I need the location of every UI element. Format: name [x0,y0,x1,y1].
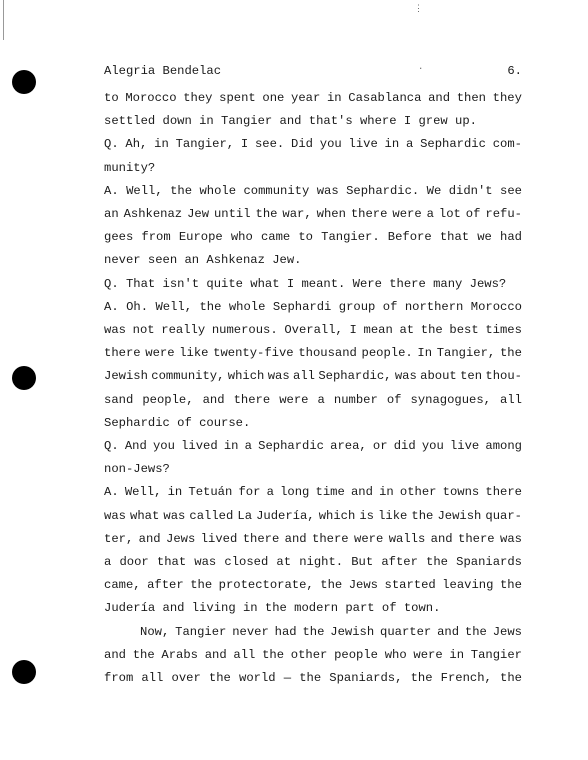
word: gees [104,230,134,245]
word: what [130,508,160,523]
transcript-line [104,528,522,551]
word: sand [104,392,134,407]
word: which [227,369,265,384]
transcript-line [104,551,522,574]
word: Sephardic [104,415,170,430]
word: did [393,439,416,454]
word: about [420,369,457,384]
word: after [381,555,418,570]
word: that [156,555,187,570]
word: an [184,253,200,268]
word: I [349,323,357,338]
word: isn't [162,276,200,291]
word: Jewish [437,508,482,523]
word: Jewish [104,369,148,384]
word: the [500,671,522,686]
word: like [378,508,408,523]
word: lived [181,439,218,454]
scan-speck: ⋮ [414,4,423,14]
word: were [145,346,175,361]
word: closed [224,555,269,570]
transcript-line [104,412,522,435]
word: settled [104,114,156,129]
word: an [104,207,119,222]
word: for [238,485,261,500]
word: Jews [348,578,378,593]
word: walls [388,531,426,546]
word: and [350,485,373,500]
word: seen [147,253,178,268]
word: in [242,601,258,616]
word: a [104,555,112,570]
word: a [317,392,325,407]
word: and [204,647,227,662]
word: I [286,276,295,291]
word: the [426,555,448,570]
transcript-line [104,574,522,597]
scan-edge-mark [3,0,4,40]
word: synagogues, [410,392,491,407]
transcript-line [104,342,522,365]
word: you [421,439,444,454]
transcript-line [104,180,522,203]
word: A. [104,299,119,314]
word: Q. [104,137,119,152]
word: in [199,114,214,129]
word: of [465,207,481,222]
word: Morocco [125,91,177,105]
word: were [392,207,422,222]
transcript-line [104,319,522,342]
word: then [456,91,486,105]
word: like [179,346,209,361]
transcript-line [104,157,522,180]
word: in [449,647,465,662]
word: to [104,91,119,105]
word: world [239,671,276,686]
word: was [194,555,217,570]
word: quite [206,276,243,291]
word: Q. [104,439,119,454]
word: who [384,647,407,662]
word: were [279,392,309,407]
word: live [348,137,378,152]
transcript-line [104,365,522,388]
word: a [244,439,252,454]
word: a [266,485,274,500]
word: where [359,114,397,129]
word: there [312,531,349,546]
word: Tangier [175,624,227,639]
interviewee-name: Alegria Bendelac [104,64,222,78]
word: and [104,647,126,662]
word: Sephardi [272,299,332,314]
word: Jewish [330,624,375,639]
word: never [104,253,141,268]
word: Before [387,230,432,245]
word: came [260,230,291,245]
word: in [154,137,169,152]
word: the [499,346,522,361]
transcript-line [104,203,522,226]
word: started [384,578,436,593]
word: In [417,346,433,361]
word: and [284,531,307,546]
word: lot [438,207,461,222]
word: who [230,230,253,245]
word: the [190,578,213,593]
word: there [242,531,280,546]
word: there [389,276,426,291]
page-header [104,64,522,84]
word: ten [460,369,483,384]
word: Tetuán [188,485,233,500]
word: the [132,647,155,662]
word: Well, [124,485,162,500]
punch-hole-icon [12,660,36,684]
word: other [290,647,328,662]
word: long [280,485,310,500]
word: the [464,624,487,639]
word: the [262,647,285,662]
word: com- [492,137,522,152]
word: And [124,439,147,454]
transcript-line [104,644,522,667]
word: Sephardic [258,439,324,454]
word: the [255,207,278,222]
word: they [492,91,522,105]
word: We [426,183,442,198]
word: all [293,369,315,384]
word: I [240,137,249,152]
word: non-Jews? [104,462,170,477]
word: all [500,392,522,407]
word: and [162,601,185,616]
transcript-line [104,621,522,644]
word: people. [361,346,413,361]
word: from [104,671,134,686]
word: were [413,647,443,662]
word: Ashkenaz [123,207,183,222]
transcript-line [104,435,522,458]
word: Casablanca [348,91,422,105]
word: living [191,601,236,616]
word: twenty-five [213,346,294,361]
word: a [426,207,434,222]
word: Jew. [272,253,302,268]
transcript-line [104,389,522,412]
word: meant. [301,276,346,291]
word: of [386,392,402,407]
transcript-line [104,458,522,481]
word: Ashkenaz [206,253,265,268]
word: leaving [442,578,494,593]
word: is [359,508,374,523]
word: or [372,439,388,454]
word: the [170,183,193,198]
word: year [291,91,321,105]
word: the [302,624,325,639]
word: Well, [155,299,193,314]
word: lived [200,531,238,546]
word: until [213,207,251,222]
word: refu- [485,207,522,222]
word: all [233,647,256,662]
word: towns [442,485,480,500]
word: That [125,276,156,291]
word: was [104,508,126,523]
word: that's [308,114,353,129]
word: at [276,555,292,570]
transcript-line [104,273,522,296]
word: night. [299,555,344,570]
word: one [262,91,285,105]
word: Morocco [470,299,522,314]
word: Oh. [126,299,149,314]
word: modern [294,601,339,616]
word: the [411,508,434,523]
word: there [104,346,141,361]
punch-hole-icon [12,70,36,94]
word: in [167,485,183,500]
word: and [138,531,161,546]
transcript-line [104,249,522,272]
transcript-line [104,667,522,690]
word: whole [228,299,266,314]
transcript-line [104,133,522,156]
word: was [316,183,339,198]
word: of [381,601,397,616]
transcript-line [104,505,522,528]
word: course. [199,415,251,430]
word: thousand [298,346,357,361]
word: in [326,91,342,105]
scan-speck: · [418,64,424,74]
word: when [316,207,346,222]
word: the [208,671,231,686]
word: Jew [187,207,210,222]
word: ter, [104,531,134,546]
word: in [379,485,394,500]
word: French, [440,671,492,686]
word: there [485,485,522,500]
transcript-line [104,110,522,133]
word: was [267,369,290,384]
word: best [449,323,479,338]
word: see. [254,137,285,152]
word: what [250,276,280,291]
word: northern [404,299,464,314]
word: grew [418,114,448,129]
word: live [449,439,480,454]
page-number: 6. [507,64,522,78]
word: to [298,230,313,245]
word: never [232,624,269,639]
word: times [485,323,522,338]
word: thou- [485,369,522,384]
word: Spaniards [456,555,522,570]
word: you [319,137,342,152]
word: Arabs [161,647,198,662]
word: from [141,230,171,245]
word: the [499,578,522,593]
word: Were [352,276,382,291]
word: La [237,508,253,523]
word: there [233,392,271,407]
word: not [132,323,155,338]
word: Well, [126,183,163,198]
word: and [428,91,451,105]
word: Judería [104,601,156,616]
word: Judería, [256,508,315,523]
transcript-line [104,87,522,110]
word: quarter [380,624,432,639]
word: I [403,114,412,129]
word: Jews? [469,276,507,291]
word: Tangier [221,114,273,129]
word: Q. [104,276,119,291]
word: Overall, [284,323,343,338]
word: was [163,508,186,523]
word: really [161,323,206,338]
word: and [430,531,453,546]
word: the [320,578,343,593]
word: the [199,299,222,314]
word: at [399,323,415,338]
word: which [318,508,356,523]
word: came, [104,578,141,593]
transcript-line [104,226,522,249]
word: area, [330,439,367,454]
word: had [500,230,522,245]
word: didn't [448,183,493,198]
word: door [119,555,149,570]
word: in [384,137,400,152]
word: Sephardic. [346,183,420,198]
word: of [382,299,398,314]
word: see [500,183,522,198]
word: protectorate, [218,578,314,593]
word: community, [151,369,225,384]
word: part [345,601,375,616]
word: after [147,578,184,593]
word: Now, [140,624,170,639]
word: called [189,508,234,523]
word: many [433,276,463,291]
word: that [439,230,470,245]
word: the [410,671,433,686]
word: Tangier, [175,137,235,152]
word: mean [363,323,393,338]
word: numerous. [211,323,278,338]
word: you [152,439,175,454]
word: up. [455,114,477,129]
word: and [202,392,225,407]
word: Jews [492,624,522,639]
word: of [177,415,192,430]
word: Europe [178,230,223,245]
word: and [279,114,302,129]
word: and [437,624,460,639]
word: people [334,647,378,662]
punch-hole-icon [12,366,36,390]
transcript-line [104,296,522,319]
transcript-line [104,481,522,504]
word: Did [291,137,313,152]
word: there [350,207,388,222]
word: number [333,392,378,407]
word: spent [219,91,256,105]
word: a [405,137,414,152]
word: — [283,671,292,686]
word: Tangier. [321,230,380,245]
word: community [243,183,310,198]
word: were [354,531,384,546]
transcript-body [104,87,522,690]
word: Sephardic, [318,369,392,384]
word: people, [142,392,194,407]
word: Ah, [125,137,148,152]
word: town. [403,601,441,616]
word: down [162,114,192,129]
word: the [299,671,322,686]
word: Tangier, [436,346,496,361]
word: Spaniards, [329,671,403,686]
word: other [399,485,437,500]
word: all [141,671,164,686]
word: among [485,439,522,454]
word: was [394,369,417,384]
word: the [264,601,287,616]
word: the [420,323,443,338]
word: Tangier [470,647,522,662]
word: But [351,555,374,570]
word: there [458,531,495,546]
word: in [223,439,239,454]
word: A. [104,485,119,500]
word: A. [104,183,119,198]
word: group [338,299,376,314]
word: had [274,624,297,639]
word: time [315,485,345,500]
word: whole [199,183,237,198]
word: quar- [485,508,522,523]
word: was [500,531,522,546]
word: Sephardic [420,137,486,152]
word: they [183,91,213,105]
word: we [477,230,492,245]
word: over [171,671,201,686]
transcript-line [104,597,522,620]
word: was [104,323,126,338]
word: munity? [104,160,156,175]
word: war, [282,207,312,222]
word: Jews [166,531,196,546]
